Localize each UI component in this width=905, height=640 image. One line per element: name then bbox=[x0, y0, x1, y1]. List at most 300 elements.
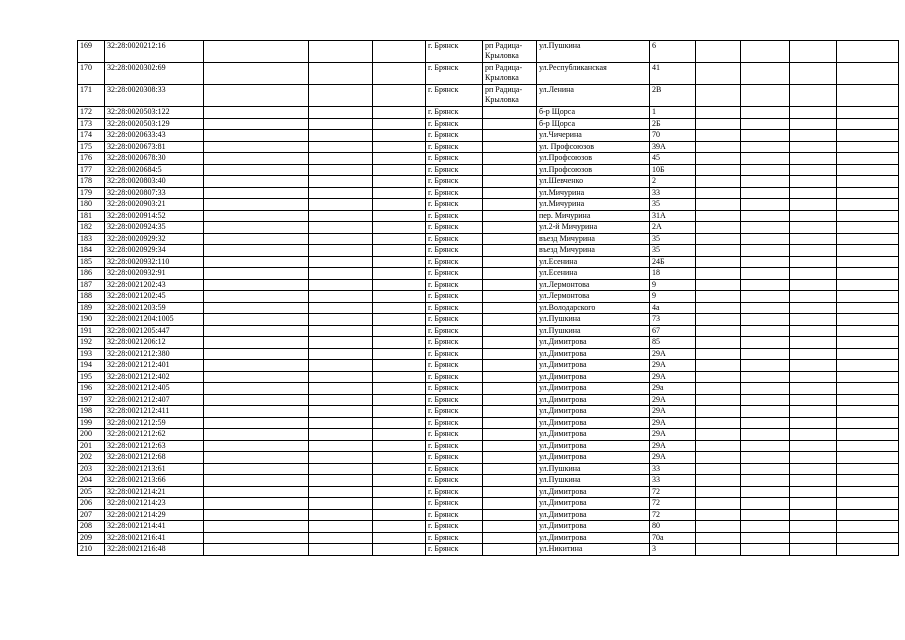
city-cell: г. Брянск bbox=[426, 417, 483, 429]
empty-cell bbox=[790, 371, 837, 383]
empty-cell bbox=[204, 498, 309, 510]
empty-cell bbox=[204, 325, 309, 337]
empty-cell bbox=[790, 509, 837, 521]
table-row bbox=[78, 302, 899, 314]
empty-cell bbox=[309, 314, 373, 326]
district-cell bbox=[483, 141, 537, 153]
row-number-cell: 193 bbox=[78, 348, 105, 360]
street-cell: пер. Мичурина bbox=[537, 210, 650, 222]
street-cell: ул.Ленина bbox=[537, 85, 650, 107]
street-cell: ул.Мичурина bbox=[537, 199, 650, 211]
empty-cell bbox=[837, 486, 899, 498]
empty-cell bbox=[837, 360, 899, 372]
empty-cell bbox=[837, 371, 899, 383]
street-cell: ул.Шевченко bbox=[537, 176, 650, 188]
empty-cell bbox=[790, 153, 837, 165]
house-number-cell: 35 bbox=[650, 233, 696, 245]
empty-cell bbox=[373, 85, 426, 107]
empty-cell bbox=[741, 222, 790, 234]
district-cell bbox=[483, 314, 537, 326]
empty-cell bbox=[309, 348, 373, 360]
empty-cell bbox=[204, 371, 309, 383]
city-cell: г. Брянск bbox=[426, 187, 483, 199]
house-number-cell: 33 bbox=[650, 475, 696, 487]
empty-cell bbox=[741, 486, 790, 498]
empty-cell bbox=[696, 210, 741, 222]
table-row bbox=[78, 245, 899, 257]
empty-cell bbox=[309, 63, 373, 85]
row-number-cell: 197 bbox=[78, 394, 105, 406]
row-number-cell: 171 bbox=[78, 85, 105, 107]
city-cell: г. Брянск bbox=[426, 452, 483, 464]
street-cell: ул.Мичурина bbox=[537, 187, 650, 199]
row-number-cell: 192 bbox=[78, 337, 105, 349]
empty-cell bbox=[373, 153, 426, 165]
empty-cell bbox=[696, 440, 741, 452]
table-row bbox=[78, 41, 899, 63]
district-cell bbox=[483, 544, 537, 556]
row-number-cell: 207 bbox=[78, 509, 105, 521]
district-cell bbox=[483, 130, 537, 142]
empty-cell bbox=[204, 279, 309, 291]
empty-cell bbox=[309, 475, 373, 487]
empty-cell bbox=[837, 176, 899, 188]
empty-cell bbox=[741, 383, 790, 395]
row-number-cell: 208 bbox=[78, 521, 105, 533]
house-number-cell: 24Б bbox=[650, 256, 696, 268]
cadastral-number-cell: 32:28:0020914:52 bbox=[105, 210, 204, 222]
district-cell bbox=[483, 268, 537, 280]
empty-cell bbox=[790, 475, 837, 487]
empty-cell bbox=[790, 440, 837, 452]
house-number-cell: 9 bbox=[650, 291, 696, 303]
empty-cell bbox=[309, 498, 373, 510]
empty-cell bbox=[741, 187, 790, 199]
row-number-cell: 199 bbox=[78, 417, 105, 429]
empty-cell bbox=[309, 245, 373, 257]
empty-cell bbox=[837, 245, 899, 257]
street-cell: ул.Димитрова bbox=[537, 383, 650, 395]
house-number-cell: 72 bbox=[650, 498, 696, 510]
district-cell bbox=[483, 325, 537, 337]
empty-cell bbox=[204, 532, 309, 544]
table-row bbox=[78, 498, 899, 510]
house-number-cell: 6 bbox=[650, 41, 696, 63]
empty-cell bbox=[373, 486, 426, 498]
district-cell bbox=[483, 383, 537, 395]
empty-cell bbox=[373, 41, 426, 63]
empty-cell bbox=[837, 141, 899, 153]
empty-cell bbox=[790, 463, 837, 475]
empty-cell bbox=[204, 544, 309, 556]
table-row bbox=[78, 371, 899, 383]
empty-cell bbox=[373, 475, 426, 487]
empty-cell bbox=[696, 429, 741, 441]
empty-cell bbox=[790, 107, 837, 119]
empty-cell bbox=[204, 176, 309, 188]
empty-cell bbox=[309, 383, 373, 395]
empty-cell bbox=[741, 417, 790, 429]
empty-cell bbox=[790, 521, 837, 533]
empty-cell bbox=[204, 164, 309, 176]
empty-cell bbox=[790, 314, 837, 326]
empty-cell bbox=[309, 302, 373, 314]
empty-cell bbox=[741, 406, 790, 418]
empty-cell bbox=[837, 164, 899, 176]
empty-cell bbox=[204, 452, 309, 464]
empty-cell bbox=[309, 463, 373, 475]
table-row bbox=[78, 279, 899, 291]
empty-cell bbox=[741, 475, 790, 487]
empty-cell bbox=[696, 486, 741, 498]
empty-cell bbox=[837, 532, 899, 544]
empty-cell bbox=[373, 325, 426, 337]
empty-cell bbox=[790, 486, 837, 498]
empty-cell bbox=[309, 429, 373, 441]
street-cell: ул.Профсоюзов bbox=[537, 153, 650, 165]
empty-cell bbox=[373, 279, 426, 291]
street-cell: въезд Мичурина bbox=[537, 245, 650, 257]
table-row bbox=[78, 463, 899, 475]
row-number-cell: 189 bbox=[78, 302, 105, 314]
empty-cell bbox=[373, 521, 426, 533]
empty-cell bbox=[309, 360, 373, 372]
house-number-cell: 4а bbox=[650, 302, 696, 314]
empty-cell bbox=[696, 153, 741, 165]
street-cell: ул.Лермонтова bbox=[537, 279, 650, 291]
house-number-cell: 29А bbox=[650, 360, 696, 372]
empty-cell bbox=[741, 291, 790, 303]
empty-cell bbox=[837, 222, 899, 234]
table-row bbox=[78, 325, 899, 337]
cadastral-number-cell: 32:28:0020503:129 bbox=[105, 118, 204, 130]
empty-cell bbox=[309, 509, 373, 521]
district-cell bbox=[483, 187, 537, 199]
table-row bbox=[78, 475, 899, 487]
street-cell: ул.Есенина bbox=[537, 256, 650, 268]
empty-cell bbox=[696, 118, 741, 130]
table-row bbox=[78, 486, 899, 498]
empty-cell bbox=[741, 371, 790, 383]
cadastral-number-cell: 32:28:0020932:110 bbox=[105, 256, 204, 268]
street-cell: ул.Димитрова bbox=[537, 348, 650, 360]
empty-cell bbox=[741, 85, 790, 107]
empty-cell bbox=[837, 475, 899, 487]
district-cell bbox=[483, 452, 537, 464]
cadastral-number-cell: 32:28:0021203:59 bbox=[105, 302, 204, 314]
table-row bbox=[78, 164, 899, 176]
empty-cell bbox=[204, 360, 309, 372]
empty-cell bbox=[790, 176, 837, 188]
cadastral-number-cell: 32:28:0021204:1005 bbox=[105, 314, 204, 326]
table-row bbox=[78, 63, 899, 85]
row-number-cell: 169 bbox=[78, 41, 105, 63]
empty-cell bbox=[204, 63, 309, 85]
row-number-cell: 206 bbox=[78, 498, 105, 510]
row-number-cell: 202 bbox=[78, 452, 105, 464]
empty-cell bbox=[309, 371, 373, 383]
row-number-cell: 209 bbox=[78, 532, 105, 544]
empty-cell bbox=[696, 498, 741, 510]
row-number-cell: 173 bbox=[78, 118, 105, 130]
empty-cell bbox=[204, 383, 309, 395]
empty-cell bbox=[696, 164, 741, 176]
house-number-cell: 29а bbox=[650, 383, 696, 395]
empty-cell bbox=[837, 85, 899, 107]
empty-cell bbox=[373, 118, 426, 130]
empty-cell bbox=[373, 406, 426, 418]
empty-cell bbox=[837, 383, 899, 395]
district-cell bbox=[483, 176, 537, 188]
empty-cell bbox=[790, 63, 837, 85]
street-cell: ул.Профсоюзов bbox=[537, 164, 650, 176]
empty-cell bbox=[696, 222, 741, 234]
empty-cell bbox=[309, 107, 373, 119]
house-number-cell: 41 bbox=[650, 63, 696, 85]
empty-cell bbox=[696, 383, 741, 395]
empty-cell bbox=[741, 360, 790, 372]
cadastral-number-cell: 32:28:0020684:5 bbox=[105, 164, 204, 176]
empty-cell bbox=[204, 153, 309, 165]
cadastral-number-cell: 32:28:0020903:21 bbox=[105, 199, 204, 211]
district-cell: рп Радица-Крыловка bbox=[483, 85, 537, 107]
cadastral-number-cell: 32:28:0021206:12 bbox=[105, 337, 204, 349]
table-row bbox=[78, 452, 899, 464]
house-number-cell: 29А bbox=[650, 394, 696, 406]
house-number-cell: 80 bbox=[650, 521, 696, 533]
cadastral-number-cell: 32:28:0021212:401 bbox=[105, 360, 204, 372]
city-cell: г. Брянск bbox=[426, 383, 483, 395]
house-number-cell: 70 bbox=[650, 130, 696, 142]
empty-cell bbox=[741, 176, 790, 188]
house-number-cell: 2А bbox=[650, 222, 696, 234]
table-row bbox=[78, 337, 899, 349]
city-cell: г. Брянск bbox=[426, 486, 483, 498]
empty-cell bbox=[696, 279, 741, 291]
empty-cell bbox=[741, 233, 790, 245]
empty-cell bbox=[204, 233, 309, 245]
table-row bbox=[78, 187, 899, 199]
street-cell: ул.Димитрова bbox=[537, 371, 650, 383]
empty-cell bbox=[790, 268, 837, 280]
table-row bbox=[78, 383, 899, 395]
house-number-cell: 72 bbox=[650, 509, 696, 521]
house-number-cell: 70а bbox=[650, 532, 696, 544]
cadastral-number-cell: 32:28:0021212:62 bbox=[105, 429, 204, 441]
street-cell: ул.Лермонтова bbox=[537, 291, 650, 303]
city-cell: г. Брянск bbox=[426, 394, 483, 406]
row-number-cell: 177 bbox=[78, 164, 105, 176]
district-cell bbox=[483, 463, 537, 475]
empty-cell bbox=[373, 141, 426, 153]
street-cell: ул.Димитрова bbox=[537, 429, 650, 441]
empty-cell bbox=[696, 199, 741, 211]
empty-cell bbox=[696, 256, 741, 268]
district-cell bbox=[483, 394, 537, 406]
house-number-cell: 33 bbox=[650, 463, 696, 475]
city-cell: г. Брянск bbox=[426, 291, 483, 303]
street-cell: ул.Димитрова bbox=[537, 440, 650, 452]
empty-cell bbox=[309, 256, 373, 268]
empty-cell bbox=[790, 85, 837, 107]
empty-cell bbox=[373, 222, 426, 234]
district-cell bbox=[483, 153, 537, 165]
empty-cell bbox=[837, 348, 899, 360]
empty-cell bbox=[204, 291, 309, 303]
district-cell: рп Радица-Крыловка bbox=[483, 41, 537, 63]
empty-cell bbox=[204, 337, 309, 349]
table-row bbox=[78, 130, 899, 142]
empty-cell bbox=[837, 509, 899, 521]
empty-cell bbox=[837, 302, 899, 314]
empty-cell bbox=[373, 463, 426, 475]
empty-cell bbox=[204, 509, 309, 521]
empty-cell bbox=[373, 314, 426, 326]
house-number-cell: 45 bbox=[650, 153, 696, 165]
street-cell: ул.Димитрова bbox=[537, 417, 650, 429]
street-cell: ул.Пушкина bbox=[537, 41, 650, 63]
empty-cell bbox=[741, 337, 790, 349]
empty-cell bbox=[696, 417, 741, 429]
cadastral-number-cell: 32:28:0020932:91 bbox=[105, 268, 204, 280]
cadastral-number-cell: 32:28:0020308:33 bbox=[105, 85, 204, 107]
empty-cell bbox=[837, 440, 899, 452]
empty-cell bbox=[741, 118, 790, 130]
house-number-cell: 29А bbox=[650, 452, 696, 464]
empty-cell bbox=[741, 394, 790, 406]
empty-cell bbox=[204, 199, 309, 211]
empty-cell bbox=[696, 233, 741, 245]
city-cell: г. Брянск bbox=[426, 279, 483, 291]
district-cell bbox=[483, 406, 537, 418]
cadastral-number-cell: 32:28:0020673:81 bbox=[105, 141, 204, 153]
table-row bbox=[78, 268, 899, 280]
empty-cell bbox=[837, 279, 899, 291]
city-cell: г. Брянск bbox=[426, 141, 483, 153]
empty-cell bbox=[837, 314, 899, 326]
city-cell: г. Брянск bbox=[426, 210, 483, 222]
table-row bbox=[78, 429, 899, 441]
empty-cell bbox=[837, 521, 899, 533]
empty-cell bbox=[741, 440, 790, 452]
empty-cell bbox=[204, 417, 309, 429]
empty-cell bbox=[790, 256, 837, 268]
city-cell: г. Брянск bbox=[426, 532, 483, 544]
empty-cell bbox=[837, 199, 899, 211]
empty-cell bbox=[741, 210, 790, 222]
empty-cell bbox=[837, 63, 899, 85]
cadastral-number-cell: 32:28:0021212:407 bbox=[105, 394, 204, 406]
house-number-cell: 72 bbox=[650, 486, 696, 498]
empty-cell bbox=[696, 41, 741, 63]
district-cell bbox=[483, 107, 537, 119]
empty-cell bbox=[741, 509, 790, 521]
empty-cell bbox=[790, 544, 837, 556]
empty-cell bbox=[837, 544, 899, 556]
empty-cell bbox=[696, 521, 741, 533]
table-row bbox=[78, 440, 899, 452]
empty-cell bbox=[696, 544, 741, 556]
empty-cell bbox=[696, 302, 741, 314]
city-cell: г. Брянск bbox=[426, 268, 483, 280]
district-cell bbox=[483, 348, 537, 360]
empty-cell bbox=[373, 498, 426, 510]
street-cell: ул.Никитина bbox=[537, 544, 650, 556]
row-number-cell: 198 bbox=[78, 406, 105, 418]
row-number-cell: 188 bbox=[78, 291, 105, 303]
house-number-cell: 35 bbox=[650, 245, 696, 257]
cadastral-number-cell: 32:28:0020924:35 bbox=[105, 222, 204, 234]
empty-cell bbox=[373, 371, 426, 383]
empty-cell bbox=[741, 544, 790, 556]
row-number-cell: 201 bbox=[78, 440, 105, 452]
street-cell: ул.Есенина bbox=[537, 268, 650, 280]
empty-cell bbox=[309, 164, 373, 176]
table-row bbox=[78, 233, 899, 245]
city-cell: г. Брянск bbox=[426, 41, 483, 63]
row-number-cell: 186 bbox=[78, 268, 105, 280]
empty-cell bbox=[837, 429, 899, 441]
empty-cell bbox=[204, 429, 309, 441]
cadastral-number-cell: 32:28:0020803:40 bbox=[105, 176, 204, 188]
table-row bbox=[78, 118, 899, 130]
table-row bbox=[78, 314, 899, 326]
table-row bbox=[78, 153, 899, 165]
empty-cell bbox=[837, 130, 899, 142]
empty-cell bbox=[204, 256, 309, 268]
district-cell bbox=[483, 291, 537, 303]
empty-cell bbox=[373, 440, 426, 452]
empty-cell bbox=[309, 521, 373, 533]
empty-cell bbox=[837, 233, 899, 245]
row-number-cell: 180 bbox=[78, 199, 105, 211]
empty-cell bbox=[373, 429, 426, 441]
district-cell bbox=[483, 440, 537, 452]
empty-cell bbox=[204, 394, 309, 406]
house-number-cell: 29А bbox=[650, 417, 696, 429]
table-row bbox=[78, 256, 899, 268]
house-number-cell: 3 bbox=[650, 544, 696, 556]
row-number-cell: 187 bbox=[78, 279, 105, 291]
empty-cell bbox=[309, 141, 373, 153]
empty-cell bbox=[790, 337, 837, 349]
house-number-cell: 18 bbox=[650, 268, 696, 280]
district-cell bbox=[483, 256, 537, 268]
empty-cell bbox=[696, 130, 741, 142]
house-number-cell: 10Б bbox=[650, 164, 696, 176]
district-cell bbox=[483, 337, 537, 349]
empty-cell bbox=[696, 348, 741, 360]
property-registry-table bbox=[77, 40, 899, 556]
empty-cell bbox=[741, 130, 790, 142]
district-cell bbox=[483, 521, 537, 533]
street-cell: ул.Димитрова bbox=[537, 452, 650, 464]
district-cell bbox=[483, 199, 537, 211]
empty-cell bbox=[741, 245, 790, 257]
street-cell: ул.Димитрова bbox=[537, 360, 650, 372]
house-number-cell: 73 bbox=[650, 314, 696, 326]
empty-cell bbox=[741, 325, 790, 337]
row-number-cell: 191 bbox=[78, 325, 105, 337]
district-cell bbox=[483, 233, 537, 245]
cadastral-number-cell: 32:28:0020807:33 bbox=[105, 187, 204, 199]
empty-cell bbox=[741, 141, 790, 153]
empty-cell bbox=[204, 41, 309, 63]
empty-cell bbox=[696, 314, 741, 326]
table-row bbox=[78, 417, 899, 429]
cadastral-number-cell: 32:28:0021205:447 bbox=[105, 325, 204, 337]
table-row bbox=[78, 210, 899, 222]
